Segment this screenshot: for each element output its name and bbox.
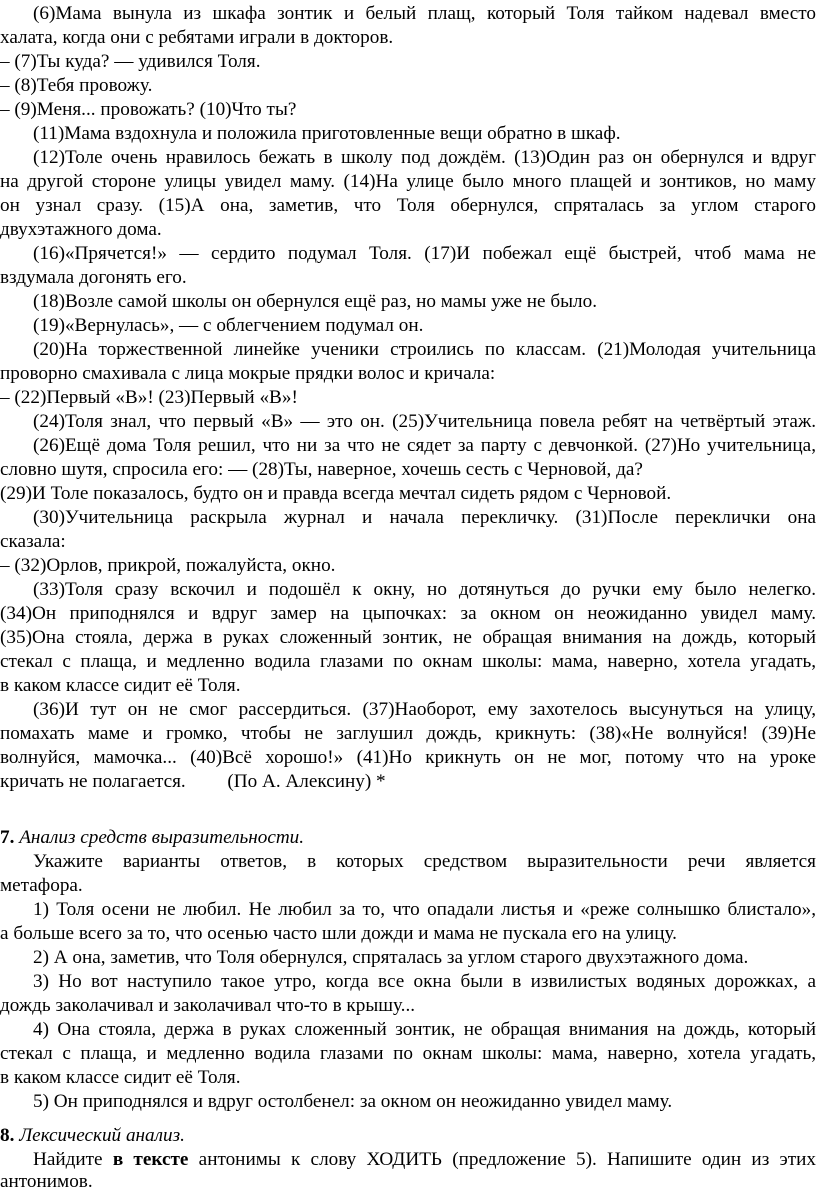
task8-title: Лексический анализ. <box>19 1125 185 1146</box>
story-line: (12)Толе очень нравилось бежать в школу под дождём. (13)Один раз он обернулся и вдруг <box>33 147 816 168</box>
story-line: (19)«Вернулась», — с облегчением подумал он. <box>33 315 424 336</box>
story-line: (35)Она стояла, держа в руках сложенный зонтик, не обращая внимания на дождь, который <box>0 627 816 648</box>
task7-title: Анализ средств выразительности. <box>19 827 305 848</box>
story-line: (11)Мама вздохнула и положила приготовленные вещи обратно в шкаф. <box>33 123 621 144</box>
story-line: – (8)Тебя провожу. <box>0 75 153 96</box>
story-line: (26)Ещё дома Толя решил, что ни за что не сядет за парту с девчонкой. (27)Но учительница, <box>33 435 816 456</box>
task7-prompt: метафора. <box>0 875 83 896</box>
task7-prompt: Укажите варианты ответов, в которых средством выразительности речи является <box>33 851 816 872</box>
story-line: – (32)Орлов, прикрой, пожалуйста, окно. <box>0 555 336 576</box>
story-line: проворно смахивала с лица мокрые прядки волос и кричала: <box>0 363 496 384</box>
story-line: (29)И Толе показалось, будто он и правда всегда мечтал сидеть рядом с Черновой. <box>0 483 672 504</box>
story-line: – (9)Меня... провожать? (10)Что ты? <box>0 99 297 120</box>
story-line: – (7)Ты куда? — удивился Толя. <box>0 51 261 72</box>
task8-prompt-bold: в тексте <box>112 1149 189 1170</box>
task7-option: дождь заколачивал и заколачивал что-то в крышу... <box>0 995 416 1016</box>
story-line: он узнал сразу. (15)А она, заметив, что Толя обернулся, спряталась за углом старого <box>0 195 816 216</box>
task7-option: 5) Он приподнялся и вдруг остолбенел: за окном он неожиданно увидел маму. <box>33 1091 673 1112</box>
story-line-last <box>0 770 816 794</box>
story-line: (36)И тут он не смог рассердиться. (37)Наоборот, ему захотелось высунуться на улицу, <box>33 699 816 720</box>
task7-number: 7. <box>0 827 15 848</box>
task7-option: 3) Но вот наступило такое утро, когда все окна были в извилистых водяных дорожках, а <box>33 971 816 992</box>
story-line: сказала: <box>0 531 66 552</box>
task8-prompt-after: антонимы к слову ХОДИТЬ (предложение 5). Напишите один из этих <box>198 1149 816 1170</box>
task8-heading <box>0 1124 816 1148</box>
task8-number: 8. <box>0 1125 15 1146</box>
task7-option: 2) А она, заметив, что Толя обернулся, спряталась за углом старого двухэтажного дома. <box>33 947 749 968</box>
story-line: словно шутя, спросила его: — (28)Ты, наверное, хочешь сесть с Черновой, да? <box>0 459 643 480</box>
task7-option: в каком классе сидит её Толя. <box>0 1067 241 1088</box>
task7-option: 1) Толя осени не любил. Не любил за то, что опадали листья и «реже солнышко блистало», <box>33 899 816 920</box>
task8-prompt-line2: антонимов. <box>0 1171 93 1192</box>
story-line: (24)Толя знал, что первый «В» — это он. (25)Учительница повела ребят на четвёртый этаж. <box>33 411 816 432</box>
story-line: – (22)Первый «В»! (23)Первый «В»! <box>0 387 298 408</box>
task8-prompt-before: Найдите <box>33 1149 103 1170</box>
task8-prompt <box>33 1148 816 1172</box>
story-line: волнуйся, мамочка... (40)Всё хорошо!» (41)Но крикнуть он не мог, потому что на уроке <box>0 747 816 768</box>
story-line: в каком классе сидит её Толя. <box>0 675 241 696</box>
story-line: (6)Мама вынула из шкафа зонтик и белый плащ, который Толя тайком надевал вместо <box>33 3 816 24</box>
story-source: (По А. Алексину) * <box>227 771 386 792</box>
story-line: халата, когда они с ребятами играли в докторов. <box>0 27 394 48</box>
task7-option: 4) Она стояла, держа в руках сложенный зонтик, не обращая внимания на дождь, который <box>33 1019 816 1040</box>
story-line: на другой стороне улицы увидел маму. (14)На улице было много плащей и зонтиков, но маму <box>0 171 816 192</box>
story-line: двухэтажного дома. <box>0 219 162 240</box>
story-line: (34)Он приподнялся и вдруг замер на цыпочках: за окном он неожиданно увидел маму. <box>0 603 816 624</box>
task7-option: а больше всего за то, что осенью часто шли дожди и мама не пускала его на улицу. <box>0 923 677 944</box>
story-line: вздумала догонять его. <box>0 267 187 288</box>
story-line: (20)На торжественной линейке ученики строились по классам. (21)Молодая учительница <box>33 339 816 360</box>
task7-heading <box>0 826 816 850</box>
story-line: (30)Учительница раскрыла журнал и начала перекличку. (31)После переклички она <box>33 507 816 528</box>
story-last-text: кричать не полагается. <box>0 771 186 792</box>
story-line: (33)Толя сразу вскочил и подошёл к окну, но дотянуться до ручки ему было нелегко. <box>33 579 816 600</box>
story-line: помахать маме и громко, чтобы не заглушил дождь, крикнуть: (38)«Не волнуйся! (39)Не <box>0 723 816 744</box>
story-line: стекал с плаща, и медленно водила глазами по окнам школы: мама, наверно, хотела угадать, <box>0 651 816 672</box>
task7-option: стекал с плаща, и медленно водила глазами по окнам школы: мама, наверно, хотела угадать, <box>0 1043 816 1064</box>
story-line: (18)Возле самой школы он обернулся ещё раз, но мамы уже не было. <box>33 291 597 312</box>
story-line: (16)«Прячется!» — сердито подумал Толя. (17)И побежал ещё быстрей, чтоб мама не <box>33 243 816 264</box>
